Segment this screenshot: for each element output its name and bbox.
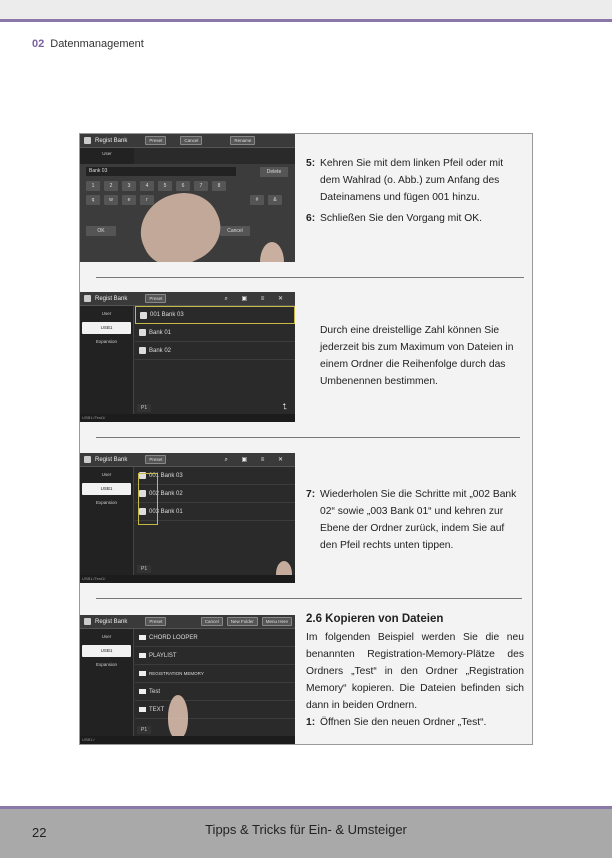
step-6-text: Schließen Sie den Vorgang mit OK. <box>320 213 482 224</box>
running-header <box>32 38 144 50</box>
file-name: Bank 01 <box>149 329 172 336</box>
key[interactable]: 5 <box>158 181 172 191</box>
file-icon <box>140 312 147 319</box>
title-bar <box>80 134 295 148</box>
list-item[interactable] <box>135 503 295 521</box>
screen-title: Regist Bank <box>95 456 128 463</box>
folder-icon <box>139 635 146 640</box>
list-item[interactable] <box>135 683 295 701</box>
folder-list <box>135 629 295 736</box>
title-bar <box>80 292 295 306</box>
key[interactable]: & <box>268 195 282 205</box>
key[interactable]: 6 <box>176 181 190 191</box>
sidebar <box>80 467 134 575</box>
preset-button[interactable]: Preset <box>145 136 166 145</box>
section-heading: 2.6 Kopieren von Dateien <box>306 613 444 625</box>
separator <box>96 598 522 599</box>
key[interactable]: 3 <box>122 181 136 191</box>
sidebar <box>80 306 134 414</box>
section3-text <box>306 486 524 554</box>
path-status: USB1:/Test1/ <box>80 414 295 422</box>
file-list <box>135 467 295 575</box>
preset-button[interactable]: Preset <box>145 455 166 464</box>
name-input[interactable]: Bank 03 <box>86 167 236 176</box>
tab-expansion[interactable]: Expansion <box>95 339 117 344</box>
key[interactable]: 8 <box>212 181 226 191</box>
step-7-number: 7: <box>306 489 316 500</box>
list-item[interactable] <box>135 485 295 503</box>
separator <box>96 277 524 278</box>
folder-icon <box>139 707 146 712</box>
list-item[interactable] <box>135 647 295 665</box>
regist-bank-icon <box>84 295 91 302</box>
title-bar <box>80 615 295 629</box>
folder-name: Test <box>149 688 161 695</box>
finger-image <box>260 242 284 262</box>
path-status: USB1:/ <box>80 736 295 744</box>
step-1-number: 1: <box>306 717 316 728</box>
section2-text: Durch eine dreistellige Zahl können Sie jederzeit bis zum Maximum von Dateien in einem Ordner die Reihenfolge durch das Umbenennen bestimmen. <box>320 325 514 387</box>
rename-button[interactable]: Rename <box>230 136 255 145</box>
chapter-number: 02 <box>32 38 45 50</box>
user-tab[interactable]: User <box>80 148 134 164</box>
list-item[interactable] <box>135 701 295 719</box>
step-6-number: 6: <box>306 213 316 224</box>
menu-here-button[interactable]: Menu Here <box>262 617 292 626</box>
sidebar <box>80 629 134 736</box>
finger-image <box>129 180 231 262</box>
cancel-button[interactable]: Cancel <box>180 136 202 145</box>
screenshot-rename-keyboard <box>80 134 295 262</box>
folder-icon <box>139 653 146 658</box>
folder-icon <box>139 671 146 676</box>
page-tab[interactable]: P1 <box>137 726 151 734</box>
key[interactable]: 1 <box>86 181 100 191</box>
step-5-number: 5: <box>306 158 316 169</box>
key[interactable]: q <box>86 195 100 205</box>
finger-image <box>168 695 188 739</box>
tab-expansion[interactable]: Expansion <box>95 662 117 667</box>
file-name: 002 Bank 02 <box>149 490 183 497</box>
step-1-text: Öffnen Sie den neuen Ordner „Test“. <box>320 717 487 728</box>
regist-bank-icon <box>84 137 91 144</box>
file-list <box>135 306 295 414</box>
up-arrow-icon[interactable]: ⮤ <box>282 402 287 411</box>
screen-title: Regist Bank <box>95 618 128 625</box>
chapter-title: Datenmanagement <box>50 38 144 50</box>
key[interactable]: w <box>104 195 118 205</box>
folder-name: CHORD LOOPER <box>149 634 198 641</box>
regist-bank-icon <box>84 618 91 625</box>
file-icon <box>139 347 146 354</box>
key[interactable]: 2 <box>104 181 118 191</box>
tab-user[interactable]: User <box>101 472 112 477</box>
separator <box>96 437 520 438</box>
page-number: 22 <box>32 825 47 840</box>
key[interactable]: e <box>122 195 136 205</box>
tab-expansion[interactable]: Expansion <box>95 500 117 505</box>
tab-usb1[interactable]: USB1 <box>82 645 131 657</box>
page-tab[interactable]: P1 <box>137 404 151 412</box>
toolbar-icons[interactable]: ⌕ ▣ ≡ ✕ <box>224 456 289 463</box>
toolbar-icons[interactable]: ⌕ ▣ ≡ ✕ <box>224 295 289 302</box>
file-name: 003 Bank 01 <box>149 508 183 515</box>
cancel-key[interactable]: Cancel <box>220 226 250 236</box>
top-bar <box>0 0 612 22</box>
folder-name: REGISTRATION MEMORY <box>149 671 204 676</box>
key[interactable]: 7 <box>194 181 208 191</box>
ok-key[interactable]: OK <box>86 226 116 236</box>
folder-name: PLAYLIST <box>149 652 177 659</box>
screenshot-folder-list <box>80 615 295 744</box>
file-name: 001 Bank 03 <box>149 472 183 479</box>
file-name: 001 Bank 03 <box>150 312 184 318</box>
screen-title: Regist Bank <box>95 137 128 144</box>
tab-user[interactable]: User <box>101 311 112 316</box>
section1-text <box>306 155 524 227</box>
section4-text <box>306 611 524 731</box>
folder-name: TEXT <box>149 706 165 713</box>
step-5-text: Kehren Sie mit dem linken Pfeil oder mit dem Wahlrad (o. Abb.) zum Anfang des Dateinamens und fügen 001 hinzu. <box>320 158 504 203</box>
on-screen-keyboard <box>80 164 295 262</box>
footer <box>0 806 612 858</box>
folder-icon <box>139 689 146 694</box>
screenshot-numbered-list <box>80 453 295 583</box>
cancel-button[interactable]: Cancel <box>201 617 223 626</box>
file-name: Bank 02 <box>149 347 172 354</box>
key[interactable]: # <box>250 195 264 205</box>
tab-usb1[interactable]: USB1 <box>82 322 131 334</box>
tab-user[interactable]: User <box>101 634 112 639</box>
page-tab[interactable]: P1 <box>137 565 151 573</box>
list-item[interactable] <box>135 342 295 360</box>
number-highlight <box>138 473 158 525</box>
list-item[interactable] <box>135 324 295 342</box>
key[interactable]: 4 <box>140 181 154 191</box>
path-status: USB1:/Test1/ <box>80 575 295 583</box>
footer-title: Tipps & Tricks für Ein- & Umsteiger <box>205 822 407 837</box>
key[interactable]: r <box>140 195 154 205</box>
title-bar <box>80 453 295 467</box>
delete-key[interactable]: Delete <box>260 167 288 177</box>
list-item[interactable] <box>135 467 295 485</box>
screen-title: Regist Bank <box>95 295 128 302</box>
regist-bank-icon <box>84 456 91 463</box>
list-item[interactable] <box>135 665 295 683</box>
list-item[interactable] <box>135 306 295 324</box>
step-7-text: Wiederholen Sie die Schritte mit „002 Bank 02“ sowie „003 Bank 01“ und kehren zur Ebene der Ordner zurück, indem Sie auf den Pfeil rechts unten tippen. <box>320 489 517 551</box>
preset-button[interactable]: Preset <box>145 617 166 626</box>
file-icon <box>139 329 146 336</box>
preset-button[interactable]: Preset <box>145 294 166 303</box>
screenshot-renamed-list <box>80 292 295 422</box>
list-item[interactable] <box>135 629 295 647</box>
tab-usb1[interactable]: USB1 <box>82 483 131 495</box>
section4-paragraph: Im folgenden Beispiel werden Sie die neu benannten Registration-Memory-Plätze des Ordners „Test“ in den Ordner „Registration Memory“ kopieren. Die Dateien befinden sich dann in beiden Ordnern. <box>306 632 524 711</box>
new-folder-button[interactable]: New Folder <box>227 617 258 626</box>
